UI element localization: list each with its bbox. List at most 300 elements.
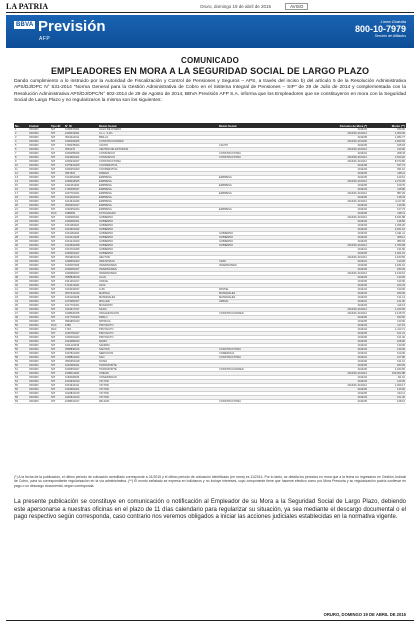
- brand-sub: AFP: [39, 36, 51, 42]
- table-cell: ORURO: [28, 164, 50, 168]
- table-cell: 2014/06: [320, 268, 368, 272]
- table-cell: 46: [14, 308, 28, 312]
- closing-paragraph: La presente publicación se constituye en comunicación o notificación al Empleador de su Mora a la Seguridad Social de Largo Plazo, debiendo este apersonarse a nuestras oficinas en el plazo de 11 días calendario para regularizar su situación, ya sea mediante el descargo documental o el pago respectivo según corresponda, caso contrario nos veremos obligados a iniciar las acciones judiciales establecidas en la normativa vigente.: [14, 499, 406, 521]
- phone-number: 800-10-7979: [354, 24, 406, 34]
- table-cell: 108.90: [368, 340, 406, 344]
- table-cell: GOBIERNO: [98, 252, 218, 256]
- table-cell: NIT: [50, 272, 64, 276]
- table-cell: 2014/01-2014/12: [320, 256, 368, 260]
- table-cell: NIT: [50, 364, 64, 368]
- table-cell: ORURO: [28, 328, 50, 332]
- table-cell: 1100007029: [64, 264, 98, 268]
- table-cell: 2014/04: [320, 328, 368, 332]
- table-cell: ORURO: [28, 280, 50, 284]
- table-cell: ORURO: [28, 148, 50, 152]
- table-cell: 2014/01-2014/06: [320, 140, 368, 144]
- table-cell: GOBIERNO: [218, 244, 320, 248]
- table-cell: GOBIERNO: [98, 236, 218, 240]
- table-cell: 63: [14, 376, 28, 380]
- table-cell: 1000081021: [64, 220, 98, 224]
- table-cell: 35: [14, 264, 28, 268]
- table-cell: NIT: [50, 232, 64, 236]
- table-cell: 1011961020: [64, 184, 98, 188]
- table-cell: ORURO: [28, 348, 50, 352]
- table-cell: 2,125.70: [368, 312, 406, 316]
- table-cell: SERVICIOS: [98, 352, 218, 356]
- column-header: No.: [14, 123, 28, 128]
- table-cell: 108.11: [368, 212, 406, 216]
- table-cell: 2014/06: [320, 340, 368, 344]
- table-cell: 2014/03: [320, 128, 368, 132]
- table-cell: 1023481021: [64, 156, 98, 160]
- table-cell: 1,000.17: [368, 384, 406, 388]
- table-cell: NIT: [50, 284, 64, 288]
- table-cell: 1024091028: [64, 176, 98, 180]
- table-cell: 1000232027: [64, 160, 98, 164]
- table-cell: PROYECTO: [98, 328, 218, 332]
- table-cell: 2014/01: [320, 300, 368, 304]
- table-cell: SANDRA: [98, 344, 218, 348]
- table-cell: 3519224011: [64, 136, 98, 140]
- table-cell: 1,113.71: [368, 328, 406, 332]
- table-cell: 1001411025: [64, 236, 98, 240]
- table-cell: 66: [14, 388, 28, 392]
- table-cell: 43: [14, 296, 28, 300]
- table-cell: LIDIA: [98, 284, 218, 288]
- table-cell: 120.00: [368, 352, 406, 356]
- table-cell: 1,540.20: [368, 156, 406, 160]
- table-cell: 1701441021: [64, 284, 98, 288]
- table-cell: 33: [14, 256, 28, 260]
- table-cell: 180.00: [368, 128, 406, 132]
- table-cell: ORURO: [28, 216, 50, 220]
- table-cell: 1008218025: [64, 180, 98, 184]
- table-cell: CONSTRUCTORA: [218, 348, 320, 352]
- table-cell: 16: [14, 188, 28, 192]
- table-cell: ORURO: [28, 288, 50, 292]
- table-cell: NIT: [50, 228, 64, 232]
- table-cell: ORURO: [28, 160, 50, 164]
- table-cell: ORURO: [28, 228, 50, 232]
- table-cell: NIT: [50, 336, 64, 340]
- table-cell: 12: [14, 172, 28, 176]
- table-cell: 1700078024: [64, 144, 98, 148]
- table-cell: EMPRESA: [98, 200, 218, 204]
- table-cell: 4,117.06: [368, 200, 406, 204]
- table-cell: ORURO: [28, 204, 50, 208]
- table-cell: PROYECTO: [98, 324, 218, 328]
- table-cell: UNIVERSIDAD: [98, 376, 218, 380]
- table-cell: 56: [14, 348, 28, 352]
- table-cell: EMPRESA: [98, 204, 218, 208]
- phone-sub: Servicio de Afiliados: [374, 34, 406, 38]
- table-cell: 2014/01: [320, 152, 368, 156]
- table-cell: GOBIERNO: [218, 232, 320, 236]
- table-cell: 23: [14, 216, 28, 220]
- column-header: Razón Social: [98, 123, 218, 128]
- table-cell: ORURO: [28, 248, 50, 252]
- table-cell: NIT: [50, 380, 64, 384]
- table-cell: 1023480023: [64, 340, 98, 344]
- table-cell: 2014/04: [320, 204, 368, 208]
- table-cell: NIT: [50, 316, 64, 320]
- table-cell: 1020831015: [64, 392, 98, 396]
- table-cell: NIT: [50, 392, 64, 396]
- table-cell: 1008801024: [64, 356, 98, 360]
- table-cell: 19: [14, 200, 28, 204]
- table-cell: 2014/05: [320, 364, 368, 368]
- table-cell: NIT: [50, 208, 64, 212]
- table-cell: 128.10: [368, 400, 406, 404]
- table-cell: 160,602.88: [368, 372, 406, 376]
- table-cell: 2014/01: [320, 356, 368, 360]
- table-cell: NIT: [50, 332, 64, 336]
- table-cell: 140.00: [368, 288, 406, 292]
- table-cell: NIT: [50, 128, 64, 132]
- table-cell: ORURO: [28, 320, 50, 324]
- table-cell: BRILLO: [98, 136, 218, 140]
- table-cell: EMPRESA: [98, 176, 218, 180]
- table-cell: ALGO DE DISEÑO: [98, 128, 218, 132]
- table-cell: JUAN: [98, 276, 218, 280]
- table-cell: 987.25: [368, 192, 406, 196]
- table-cell: 1700005027: [64, 188, 98, 192]
- table-cell: 2014/06: [320, 284, 368, 288]
- table-cell: 60: [14, 364, 28, 368]
- table-cell: ORURO: [28, 304, 50, 308]
- table-cell: ORURO: [28, 308, 50, 312]
- table-cell: ORURO: [28, 344, 50, 348]
- table-cell: 1,820.00: [368, 140, 406, 144]
- table-cell: 148.50: [368, 220, 406, 224]
- table-cell: 2014/01-2014/12: [320, 272, 368, 276]
- table-cell: LUIS: [98, 288, 218, 292]
- table-cell: NIT: [50, 164, 64, 168]
- table-cell: 3539461017: [64, 204, 98, 208]
- table-cell: 2014/05: [320, 176, 368, 180]
- table-cell: INVERSIONES: [98, 272, 218, 276]
- table-cell: NIT: [50, 192, 64, 196]
- table-cell: ORURO: [28, 336, 50, 340]
- table-body: [14, 128, 406, 404]
- table-cell: 2014/06-2014/12: [320, 156, 368, 160]
- table-cell: CONSTRUCTORA: [98, 160, 218, 164]
- table-cell: 1008011020: [64, 372, 98, 376]
- table-cell: NIT: [50, 304, 64, 308]
- table-cell: 2014/06: [320, 212, 368, 216]
- table-cell: RUC: [50, 324, 64, 328]
- signature-date: ORURO, DOMINGO 19 DE ABRIL DE 2015: [323, 612, 406, 617]
- table-cell: NILDA: [98, 308, 218, 312]
- table-cell: 1075941025: [64, 164, 98, 168]
- table-cell: ORURO: [28, 180, 50, 184]
- table-cell: PASTEL: [218, 288, 320, 292]
- table-cell: VÍCTOR: [98, 380, 218, 384]
- table-cell: 39: [14, 280, 28, 284]
- table-cell: 141.14: [368, 296, 406, 300]
- table-cell: 2014/05: [320, 136, 368, 140]
- table-cell: NIT: [50, 276, 64, 280]
- table-cell: 2014/03: [320, 348, 368, 352]
- column-header: Tipo ID: [50, 123, 64, 128]
- table-cell: 1001034027: [64, 288, 98, 292]
- table-cell: 2014/06: [320, 360, 368, 364]
- table-cell: GOBIERNO: [218, 240, 320, 244]
- table-cell: EMPRESA: [98, 192, 218, 196]
- table-cell: AMIDAL: [218, 300, 320, 304]
- table-cell: 2014/03: [320, 232, 368, 236]
- table-cell: 1008041017: [64, 400, 98, 404]
- table-cell: 2014/03: [320, 276, 368, 280]
- table-cell: 2014/06: [320, 316, 368, 320]
- table-cell: 9: [14, 160, 28, 164]
- table-cell: 140.00: [368, 204, 406, 208]
- table-cell: 2014/01-2014/12: [320, 192, 368, 196]
- table-cell: 2014/04: [320, 352, 368, 356]
- table-cell: GOBIERNO: [98, 224, 218, 228]
- table-cell: ORURO: [28, 236, 50, 240]
- table-cell: 1006047021: [64, 128, 98, 132]
- table-cell: 31: [14, 248, 28, 252]
- notice-title: [6, 56, 414, 76]
- table-cell: DISEÑO: [98, 172, 218, 176]
- table-cell: 49: [14, 320, 28, 324]
- table-cell: 37: [14, 272, 28, 276]
- table-cell: 27: [14, 232, 28, 236]
- table-cell: GOBIERNO: [98, 240, 218, 244]
- table-cell: ORURO: [28, 268, 50, 272]
- table-cell: NIT: [50, 264, 64, 268]
- table-cell: 8,372.80: [368, 160, 406, 164]
- table-cell: 2014/01-2014/12: [320, 312, 368, 316]
- table-cell: 2014/05: [320, 144, 368, 148]
- table-cell: ORURO: [28, 140, 50, 144]
- table-cell: 5: [14, 144, 28, 148]
- table-cell: ORURO: [28, 276, 50, 280]
- table-cell: 140.00: [368, 276, 406, 280]
- table-cell: 3124317017: [64, 308, 98, 312]
- table-cell: 140.00: [368, 260, 406, 264]
- table-cell: 1001941011: [64, 384, 98, 388]
- table-cell: EMPRESA: [98, 208, 218, 212]
- table-cell: 111.10: [368, 376, 406, 380]
- table-cell: 2014/06: [320, 264, 368, 268]
- table-cell: 141.00: [368, 336, 406, 340]
- newspaper-logo: LA PATRIA: [6, 1, 49, 11]
- table-cell: 1000251024: [64, 208, 98, 212]
- table-cell: ORURO: [28, 312, 50, 316]
- table-cell: ORURO: [28, 132, 50, 136]
- table-cell: 1000091023: [64, 336, 98, 340]
- table-cell: 116.13: [368, 304, 406, 308]
- table-cell: MATERIALES: [218, 296, 320, 300]
- table-cell: NIT: [50, 268, 64, 272]
- table-cell: 1016931010: [64, 380, 98, 384]
- table-cell: UNIDAD: [98, 372, 218, 376]
- table-cell: 29: [14, 240, 28, 244]
- table-cell: ORURO: [28, 220, 50, 224]
- table-cell: EMPRESA: [218, 192, 320, 196]
- table-cell: 2014/01-2014/12: [320, 180, 368, 184]
- table-cell: 108.11: [368, 172, 406, 176]
- table-cell: ORURO: [28, 316, 50, 320]
- table-cell: 2014/03: [320, 188, 368, 192]
- table-cell: JORGE: [98, 280, 218, 284]
- table-cell: 1011223016: [64, 344, 98, 348]
- table-row: [14, 400, 406, 404]
- table-cell: 58: [14, 356, 28, 360]
- table-cell: 115.80: [368, 188, 406, 192]
- table-cell: INVERSIONES: [218, 264, 320, 268]
- table-cell: CENTRO DE ESTUDIOS: [98, 148, 218, 152]
- table-cell: 3558818018: [64, 276, 98, 280]
- table-cell: 1001181021: [64, 224, 98, 228]
- table-cell: 1000001027: [64, 252, 98, 256]
- table-cell: ORURO: [28, 252, 50, 256]
- table-cell: NIT: [50, 240, 64, 244]
- table-cell: 1001241020: [64, 240, 98, 244]
- table-cell: 183.30: [368, 268, 406, 272]
- table-cell: NIT: [50, 260, 64, 264]
- table-cell: 13: [14, 176, 28, 180]
- table-cell: MARTHA: [98, 292, 218, 296]
- table-cell: EMPRESA: [98, 196, 218, 200]
- table-cell: 1000781027: [64, 332, 98, 336]
- table-cell: 308.14: [368, 236, 406, 240]
- table-cell: NIT: [50, 176, 64, 180]
- table-cell: ORURO: [28, 136, 50, 140]
- table-cell: EMPRESA: [218, 176, 320, 180]
- table-cell: 1007521026: [64, 352, 98, 356]
- table-cell: ORURO: [28, 324, 50, 328]
- table-cell: CI: [50, 148, 64, 152]
- table-cell: 1,021.11: [368, 232, 406, 236]
- brand-name: Previsión: [38, 18, 106, 35]
- table-cell: NIT: [50, 300, 64, 304]
- table-cell: ORURO: [28, 360, 50, 364]
- table-cell: 1: [14, 128, 28, 132]
- table-cell: NIT: [50, 256, 64, 260]
- table-cell: RUC: [50, 212, 64, 216]
- table-cell: 20: [14, 204, 28, 208]
- table-cell: ORURO: [28, 244, 50, 248]
- table-cell: 65: [14, 384, 28, 388]
- table-cell: 1,780.08: [368, 244, 406, 248]
- table-cell: NIT: [50, 248, 64, 252]
- table-cell: ORURO: [28, 192, 50, 196]
- column-header: Periodos de Mora (*): [320, 123, 368, 128]
- table-cell: NIT: [50, 144, 64, 148]
- table-cell: NIT: [50, 252, 64, 256]
- table-cell: 131.50: [368, 248, 406, 252]
- table-cell: 2014/06: [320, 196, 368, 200]
- table-cell: 2014/01-2014/12: [320, 372, 368, 376]
- table-cell: 1020081021: [64, 364, 98, 368]
- table-cell: ORURO: [28, 172, 50, 176]
- table-cell: NIT: [50, 168, 64, 172]
- table-cell: ORURO: [28, 384, 50, 388]
- table-cell: NIT: [50, 132, 64, 136]
- table-cell: NIT: [50, 160, 64, 164]
- table-cell: 1001591028: [64, 244, 98, 248]
- table-cell: 3519961016: [64, 256, 98, 260]
- table-cell: 2014/03: [320, 292, 368, 296]
- table-cell: 1580: [64, 324, 98, 328]
- table-cell: GOBIERNO: [98, 220, 218, 224]
- table-cell: 1006251020: [64, 168, 98, 172]
- phone-lead: Línea Gratuita: [380, 19, 406, 24]
- table-cell: 32: [14, 252, 28, 256]
- table-cell: 2014/01-2014/12: [320, 200, 368, 204]
- table-cell: 1541461017: [64, 280, 98, 284]
- table-cell: 2014/02: [320, 344, 368, 348]
- table-cell: ORURO: [28, 128, 50, 132]
- table-cell: 17: [14, 192, 28, 196]
- table-cell: 180.00: [368, 292, 406, 296]
- table-cell: 183.00: [368, 364, 406, 368]
- table-cell: ORURO: [28, 296, 50, 300]
- table-cell: NIT: [50, 356, 64, 360]
- table-cell: 2014/08: [320, 164, 368, 168]
- table-cell: NIT: [50, 204, 64, 208]
- table-cell: INDUSTRIAS: [98, 260, 218, 264]
- table-cell: ORURO: [28, 380, 50, 384]
- table-cell: 1,456.20: [368, 224, 406, 228]
- table-cell: 1000551027: [64, 368, 98, 372]
- table-cell: 2014/01-2014/12: [320, 244, 368, 248]
- table-cell: 57: [14, 352, 28, 356]
- table-cell: FOTOGRAFÍA: [98, 212, 218, 216]
- table-cell: PROYECTO: [98, 336, 218, 340]
- table-cell: ORURO: [28, 400, 50, 404]
- table-cell: 38: [14, 276, 28, 280]
- table-cell: NIT: [50, 216, 64, 220]
- table-cell: CONSTRUCTORA: [218, 156, 320, 160]
- table-cell: NIT: [50, 172, 64, 176]
- table-cell: NIT: [50, 224, 64, 228]
- table-cell: ORURO: [28, 368, 50, 372]
- column-header: Razón Social: [218, 123, 320, 128]
- table-cell: 121.60: [368, 300, 406, 304]
- table-cell: MATERIALES: [98, 296, 218, 300]
- table-cell: MATERIALES: [218, 292, 320, 296]
- table-cell: 1704: [64, 328, 98, 332]
- table-cell: 1008020025: [64, 312, 98, 316]
- table-cell: 1001004023: [64, 196, 98, 200]
- table-cell: ORURO: [28, 388, 50, 392]
- table-cell: 3549951010: [64, 320, 98, 324]
- table-cell: 26: [14, 228, 28, 232]
- table-cell: 55: [14, 344, 28, 348]
- table-cell: 41: [14, 288, 28, 292]
- table-cell: 164.33: [368, 284, 406, 288]
- table-cell: MUNICIPIO: [98, 304, 218, 308]
- table-cell: 2014/03: [320, 224, 368, 228]
- table-cell: ORURO: [28, 272, 50, 276]
- table-cell: 30: [14, 244, 28, 248]
- intro-paragraph: Dando cumplimiento a lo instruido por la Autoridad de Fiscalización y Control de Pensiones y Seguros – APS, a través del inciso b) del artículo 5 de la Resolución Administrativa APS/DJ/DPC N° 531-2014 "Norma General para la Gestión Administrativa de Cobro en el Sistema Integral de Pensiones – SIP" de 29 de Julio de 2014 y complementada con la Resolución Administrativa APS/DJ/DPC/N° 602-2014 de 29 de Agosto de 2014, BBVA Previsión AFP S.A. informa que los Empleadores que se constituyeron en mora con la Seguridad Social de Largo Plazo y no regularizaron la misma son los siguientes:: [14, 79, 406, 103]
- table-cell: 2014/02: [320, 208, 368, 212]
- table-cell: 4: [14, 140, 28, 144]
- table-cell: ORURO: [28, 256, 50, 260]
- table-cell: 2014/01: [320, 248, 368, 252]
- table-cell: 10: [14, 164, 28, 168]
- table-cell: 3549170: [64, 148, 98, 152]
- table-cell: NIT: [50, 156, 64, 160]
- table-cell: 50: [14, 324, 28, 328]
- table-cell: 2014/06: [320, 336, 368, 340]
- table-cell: 208.43: [368, 152, 406, 156]
